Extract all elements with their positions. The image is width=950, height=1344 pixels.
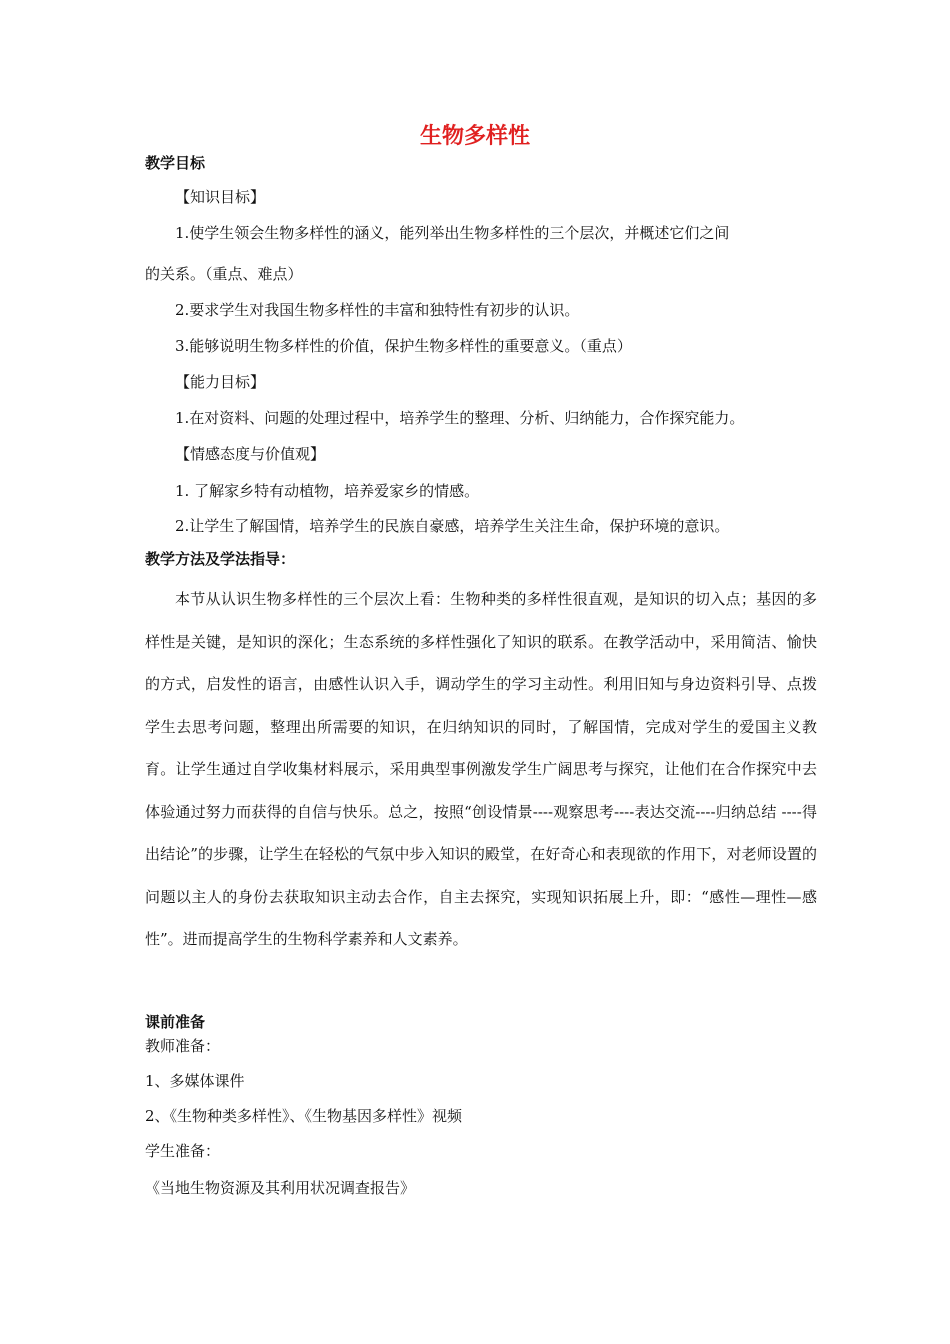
- teacher-prep-item-2: 2、《生物种类多样性》、《生物基因多样性》视频: [145, 1107, 463, 1125]
- knowledge-item-3: 3.能够说明生物多样性的价值，保护生物多样性的重要意义。（重点）: [175, 337, 632, 355]
- knowledge-item-2: 2.要求学生对我国生物多样性的丰富和独特性有初步的认识。: [175, 301, 580, 319]
- student-prep-label: 学生准备：: [145, 1142, 221, 1160]
- methods-heading: 教学方法及学法指导：: [145, 550, 296, 568]
- objectives-heading: 教学目标: [145, 154, 206, 172]
- ability-goal-label: 【能力目标】: [175, 373, 266, 391]
- page-title: 生物多样性: [419, 124, 530, 149]
- knowledge-item-1-line-1: 1.使学生领会生物多样性的涵义，能列举出生物多样性的三个层次，并概述它们之间: [175, 224, 730, 242]
- teacher-prep-item-1: 1、多媒体课件: [145, 1072, 245, 1090]
- emotion-goal-label: 【情感态度与价值观】: [175, 445, 326, 463]
- emotion-item-2: 2.让学生了解国情，培养学生的民族自豪感，培养学生关注生命，保护环境的意识。: [175, 517, 730, 535]
- ability-item-1: 1.在对资料、问题的处理过程中，培养学生的整理、分析、归纳能力，合作探究能力。: [175, 409, 745, 427]
- knowledge-item-1-line-2: 的关系。（重点、难点）: [145, 265, 303, 283]
- emotion-item-1: 1. 了解家乡特有动植物，培养爱家乡的情感。: [175, 482, 480, 500]
- teacher-prep-label: 教师准备：: [145, 1037, 221, 1055]
- knowledge-goal-label: 【知识目标】: [175, 188, 266, 206]
- methods-paragraph: 本节从认识生物多样性的三个层次上看：生物种类的多样性很直观，是知识的切入点；基因的多样性是关键，是知识的深化；生态系统的多样性强化了知识的联系。在教学活动中，采用简洁、愉快的方式，启发性的语言，由感性认识入手，调动学生的学习主动性。利用旧知与身边资料引导、点拨学生去思考问题，整理出所需要的知识，在归纳知识的同时，了解国情，完成对学生的爱国主义教育。让学生通过自学收集材料展示，采用典型事例激发学生广阔思考与探究，让他们在合作探究中去体验通过努力而获得的自信与快乐。总之，按照“创设情景----观察思考----表达交流----归纳总结 ----得出结论”的步骤，让学生在轻松的气氛中步入知识的殿堂，在好奇心和表现欲的作用下，对老师设置的问题以主人的身份去获取知识主动去合作，自主去探究，实现知识拓展上升，即：“感性—理性—感性”。进而提高学生的生物科学素养和人文素养。: [145, 590, 817, 948]
- preparation-heading: 课前准备: [145, 1013, 206, 1031]
- student-prep-item-1: 《当地生物资源及其利用状况调查报告》: [145, 1179, 416, 1197]
